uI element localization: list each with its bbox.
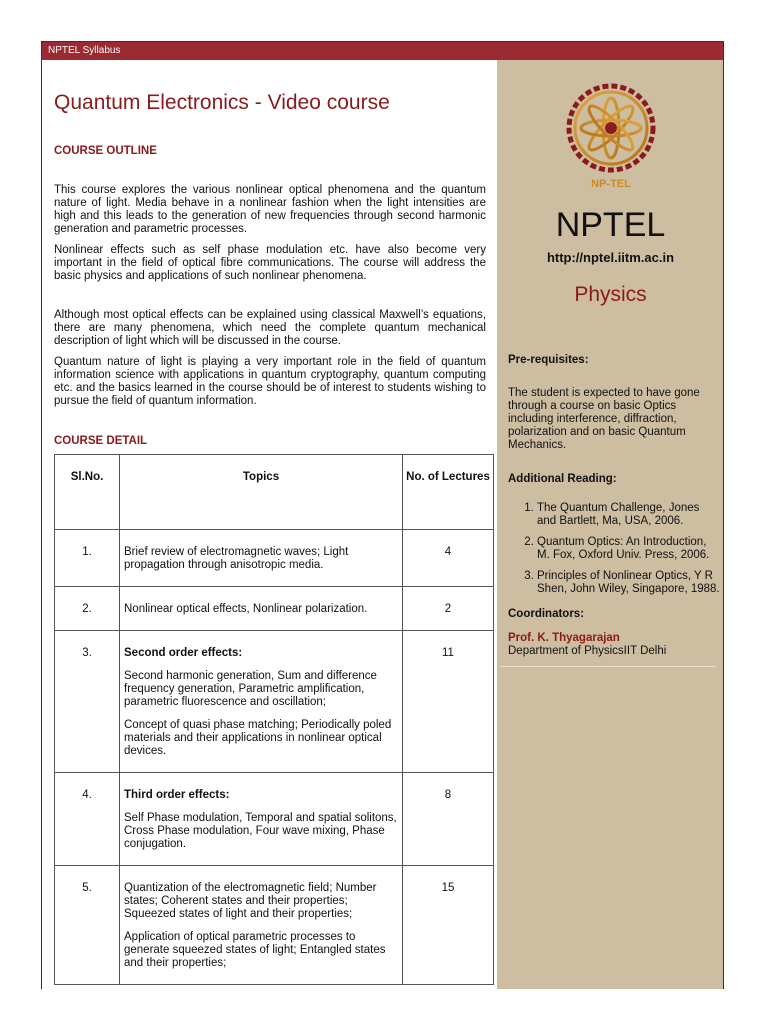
table-row: [55, 587, 494, 631]
outline-paragraph: Nonlinear effects such as self phase modulation etc. have also become very important in the field of optical fibre communications. The course will address the basic physics and applications of such nonlinear phenomena.: [54, 244, 486, 282]
column-header-sl-no: Sl.No.: [55, 455, 120, 530]
topic-cell: [120, 866, 403, 985]
coordinator-department: Department of PhysicsIIT Delhi: [508, 645, 667, 657]
org-name: NPTEL: [555, 206, 666, 244]
coordinators-heading: Coordinators:: [508, 608, 585, 620]
table-row: [55, 530, 494, 587]
website-url[interactable]: http://nptel.iitm.ac.in: [546, 250, 675, 265]
lecture-count: 4: [444, 546, 452, 558]
topic-cell: [120, 587, 403, 631]
outline-paragraph: Although most optical effects can be explained using classical Maxwell’s equations, there are many phenomena, which need the complete quantum mechanical description of light which will be discussed in the course.: [54, 309, 486, 347]
table-row: [55, 866, 494, 985]
sidebar: [497, 60, 724, 989]
topic-content: [120, 866, 402, 984]
subject-name: Physics: [574, 283, 647, 306]
reading-item: 3. Principles of Nonlinear Optics, Y R Shen, John Wiley, Singapore, 1988.: [537, 570, 720, 596]
course-detail-table: [54, 454, 494, 985]
course-detail-heading: COURSE DETAIL: [54, 435, 148, 447]
sl-no: 5.: [82, 882, 92, 894]
header-bar: NPTEL Syllabus: [42, 42, 723, 60]
topic-content: [120, 530, 402, 586]
topic-content: [120, 587, 402, 630]
lectures-cell: [403, 530, 494, 587]
table-row: [55, 631, 494, 773]
sidebar-details: [508, 354, 720, 667]
topic-content: [120, 631, 402, 772]
prerequisites-text: The student is expected to have gone through a course on basic Optics including interference, diffraction, polarization and on basic Quantum Mechanics.: [508, 387, 700, 451]
sl-no: 3.: [82, 647, 92, 659]
logo-text: NP-TEL: [591, 178, 631, 190]
topic-text: Concept of quasi phase matching; Periodically poled materials and their applications in nonlinear optical devices.: [124, 719, 392, 757]
lecture-count: 11: [442, 647, 454, 659]
prerequisites-heading: Pre-requisites:: [508, 354, 589, 366]
topic-content: [120, 773, 402, 865]
column-header-lectures: No. of Lectures: [403, 455, 494, 530]
topic-text: Application of optical parametric processes to generate squeezed states of light; Entangled states and their properties;: [124, 931, 386, 969]
table-row: [55, 773, 494, 866]
nptel-logo-icon: [551, 82, 671, 194]
main-column: [42, 60, 496, 989]
reading-list: [508, 502, 720, 596]
lectures-cell: [403, 631, 494, 773]
outline-paragraph: Quantum nature of light is playing a very important role in the field of quantum information science with applications in quantum cryptography, quantum computing etc. and the basics learned in the course should be of interest to students wishing to pursue the field of quantum information.: [54, 356, 486, 407]
reading-item: 1. The Quantum Challenge, Jones and Bartlett, Ma, USA, 2006.: [537, 502, 720, 528]
sl-no-cell: [55, 587, 120, 631]
table-header-row: [55, 455, 494, 530]
course-outline-heading: COURSE OUTLINE: [54, 145, 157, 157]
lectures-cell: [403, 866, 494, 985]
sl-no-cell: [55, 530, 120, 587]
topic-text: Self Phase modulation, Temporal and spatial solitons, Cross Phase modulation, Four wave mixing, Phase conjugation.: [124, 812, 397, 850]
sl-no-cell: [55, 773, 120, 866]
lecture-count: 8: [444, 789, 452, 801]
topic-section-title: Second order effects:: [124, 647, 243, 659]
page-title: Quantum Electronics - Video course: [54, 91, 390, 114]
lectures-cell: [403, 773, 494, 866]
nptel-logo: [551, 82, 671, 194]
topic-section-title: Third order effects:: [124, 789, 230, 801]
divider: [500, 666, 716, 667]
topic-cell: [120, 530, 403, 587]
outline-paragraph: This course explores the various nonlinear optical phenomena and the quantum nature of light. Media behave in a nonlinear fashion when the light intensities are high and this leads to the generation of new frequencies through second harmonic generation and parametric processes.: [54, 184, 486, 235]
lectures-cell: [403, 587, 494, 631]
lecture-count: 2: [444, 603, 452, 615]
topic-text: Brief review of electromagnetic waves; Light propagation through anisotropic media.: [124, 546, 349, 571]
topic-cell: [120, 631, 403, 773]
sl-no: 4.: [82, 789, 92, 801]
sl-no: 2.: [82, 603, 92, 615]
sl-no-cell: [55, 866, 120, 985]
sl-no: 1.: [82, 546, 92, 558]
topic-text: Second harmonic generation, Sum and difference frequency generation, Parametric amplification, parametric fluorescence and oscillation;: [124, 670, 377, 708]
lecture-count: 15: [441, 882, 455, 894]
additional-reading-heading: Additional Reading:: [508, 473, 617, 485]
syllabus-page: [41, 41, 724, 989]
coordinator-name: Prof. K. Thyagarajan: [508, 632, 620, 644]
topic-cell: [120, 773, 403, 866]
reading-item: 2. Quantum Optics: An Introduction, M. Fox, Oxford Univ. Press, 2006.: [537, 536, 720, 562]
column-header-topics: Topics: [120, 455, 403, 530]
topic-text: Nonlinear optical effects, Nonlinear polarization.: [124, 603, 368, 615]
topic-text: Quantization of the electromagnetic field; Number states; Coherent states and their properties; Squeezed states of light and their properties;: [124, 882, 377, 920]
sl-no-cell: [55, 631, 120, 773]
